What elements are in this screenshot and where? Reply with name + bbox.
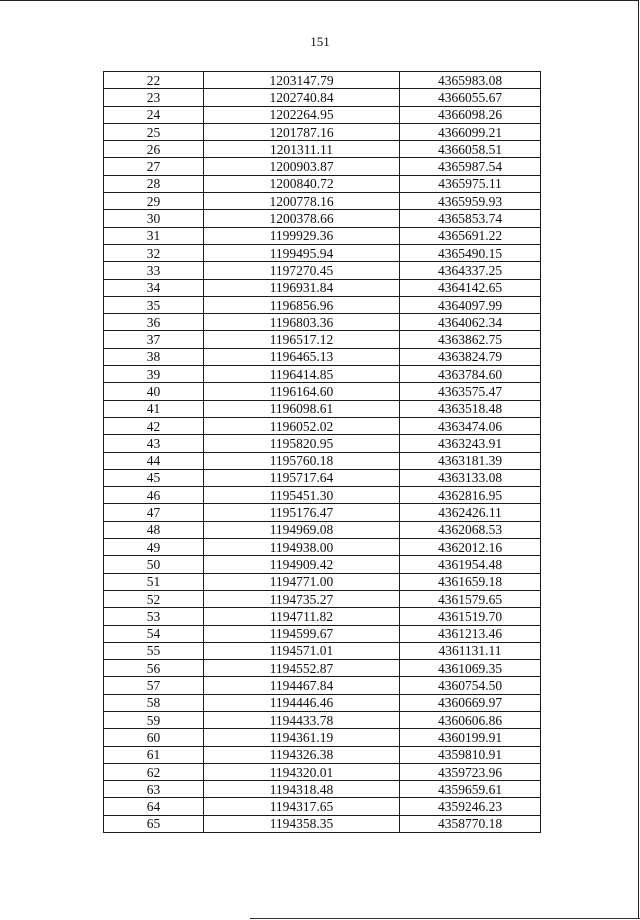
point-number-cell: 40 [104,383,204,400]
x-coordinate-cell: 1194361.19 [204,729,400,746]
point-number-cell: 51 [104,573,204,590]
x-coordinate-cell: 1194771.00 [204,573,400,590]
table-row [104,590,541,607]
x-coordinate-cell: 1196803.36 [204,314,400,331]
x-coordinate-cell: 1195176.47 [204,504,400,521]
coordinates-table [103,71,541,833]
table-row [104,729,541,746]
y-coordinate-cell: 4364142.65 [400,279,541,296]
point-number-cell: 28 [104,175,204,192]
x-coordinate-cell: 1194467.84 [204,677,400,694]
point-number-cell: 47 [104,504,204,521]
table-row [104,244,541,261]
x-coordinate-cell: 1197270.45 [204,262,400,279]
y-coordinate-cell: 4360606.86 [400,711,541,728]
table-row [104,89,541,106]
point-number-cell: 29 [104,193,204,210]
x-coordinate-cell: 1196856.96 [204,296,400,313]
point-number-cell: 36 [104,314,204,331]
x-coordinate-cell: 1194735.27 [204,590,400,607]
table-row [104,452,541,469]
table-row [104,781,541,798]
table-row [104,141,541,158]
point-number-cell: 48 [104,521,204,538]
table-row [104,521,541,538]
point-number-cell: 31 [104,227,204,244]
point-number-cell: 22 [104,72,204,89]
y-coordinate-cell: 4365853.74 [400,210,541,227]
y-coordinate-cell: 4366055.67 [400,89,541,106]
y-coordinate-cell: 4363133.08 [400,469,541,486]
table-row [104,625,541,642]
x-coordinate-cell: 1194317.65 [204,798,400,815]
y-coordinate-cell: 4359810.91 [400,746,541,763]
y-coordinate-cell: 4366098.26 [400,106,541,123]
x-coordinate-cell: 1196098.61 [204,400,400,417]
y-coordinate-cell: 4364337.25 [400,262,541,279]
y-coordinate-cell: 4363243.91 [400,435,541,452]
y-coordinate-cell: 4361519.70 [400,608,541,625]
y-coordinate-cell: 4361069.35 [400,660,541,677]
y-coordinate-cell: 4359659.61 [400,781,541,798]
table-row [104,573,541,590]
x-coordinate-cell: 1200903.87 [204,158,400,175]
table-row [104,746,541,763]
table-row [104,366,541,383]
point-number-cell: 32 [104,244,204,261]
y-coordinate-cell: 4362012.16 [400,539,541,556]
point-number-cell: 52 [104,590,204,607]
y-coordinate-cell: 4359723.96 [400,763,541,780]
table-row [104,798,541,815]
y-coordinate-cell: 4366099.21 [400,123,541,140]
x-coordinate-cell: 1194552.87 [204,660,400,677]
y-coordinate-cell: 4363784.60 [400,366,541,383]
x-coordinate-cell: 1202264.95 [204,106,400,123]
x-coordinate-cell: 1194969.08 [204,521,400,538]
table-row [104,193,541,210]
y-coordinate-cell: 4363824.79 [400,348,541,365]
point-number-cell: 25 [104,123,204,140]
table-row [104,210,541,227]
y-coordinate-cell: 4363181.39 [400,452,541,469]
table-row [104,539,541,556]
x-coordinate-cell: 1196465.13 [204,348,400,365]
table-row [104,469,541,486]
y-coordinate-cell: 4358770.18 [400,815,541,832]
y-coordinate-cell: 4362068.53 [400,521,541,538]
point-number-cell: 42 [104,417,204,434]
y-coordinate-cell: 4361213.46 [400,625,541,642]
y-coordinate-cell: 4363575.47 [400,383,541,400]
y-coordinate-cell: 4359246.23 [400,798,541,815]
table-row [104,383,541,400]
table-row [104,677,541,694]
point-number-cell: 55 [104,642,204,659]
point-number-cell: 43 [104,435,204,452]
table-row [104,435,541,452]
point-number-cell: 33 [104,262,204,279]
x-coordinate-cell: 1194909.42 [204,556,400,573]
table-row [104,158,541,175]
x-coordinate-cell: 1200778.16 [204,193,400,210]
y-coordinate-cell: 4365959.93 [400,193,541,210]
table-row [104,227,541,244]
y-coordinate-cell: 4361954.48 [400,556,541,573]
point-number-cell: 50 [104,556,204,573]
table-row [104,660,541,677]
table-row [104,694,541,711]
x-coordinate-cell: 1194446.46 [204,694,400,711]
point-number-cell: 37 [104,331,204,348]
table-row [104,400,541,417]
y-coordinate-cell: 4363518.48 [400,400,541,417]
point-number-cell: 62 [104,763,204,780]
point-number-cell: 45 [104,469,204,486]
point-number-cell: 65 [104,815,204,832]
point-number-cell: 23 [104,89,204,106]
point-number-cell: 41 [104,400,204,417]
x-coordinate-cell: 1194318.48 [204,781,400,798]
y-coordinate-cell: 4365490.15 [400,244,541,261]
x-coordinate-cell: 1202740.84 [204,89,400,106]
point-number-cell: 30 [104,210,204,227]
point-number-cell: 60 [104,729,204,746]
x-coordinate-cell: 1203147.79 [204,72,400,89]
y-coordinate-cell: 4365983.08 [400,72,541,89]
x-coordinate-cell: 1199495.94 [204,244,400,261]
table-row [104,106,541,123]
point-number-cell: 53 [104,608,204,625]
point-number-cell: 38 [104,348,204,365]
table-row [104,642,541,659]
y-coordinate-cell: 4364097.99 [400,296,541,313]
x-coordinate-cell: 1195820.95 [204,435,400,452]
table-row [104,72,541,89]
point-number-cell: 54 [104,625,204,642]
table-row [104,556,541,573]
y-coordinate-cell: 4365987.54 [400,158,541,175]
table-row [104,262,541,279]
y-coordinate-cell: 4362426.11 [400,504,541,521]
x-coordinate-cell: 1194320.01 [204,763,400,780]
point-number-cell: 58 [104,694,204,711]
y-coordinate-cell: 4364062.34 [400,314,541,331]
point-number-cell: 24 [104,106,204,123]
table-row [104,763,541,780]
table-row [104,608,541,625]
table-row [104,279,541,296]
table-row [104,123,541,140]
table-row [104,504,541,521]
y-coordinate-cell: 4365691.22 [400,227,541,244]
table-row [104,348,541,365]
x-coordinate-cell: 1200840.72 [204,175,400,192]
point-number-cell: 61 [104,746,204,763]
table-row [104,487,541,504]
x-coordinate-cell: 1196517.12 [204,331,400,348]
point-number-cell: 46 [104,487,204,504]
x-coordinate-cell: 1196052.02 [204,417,400,434]
y-coordinate-cell: 4363474.06 [400,417,541,434]
bottom-rule [250,918,640,919]
page-number: 151 [310,34,330,49]
table-row [104,175,541,192]
x-coordinate-cell: 1195451.30 [204,487,400,504]
x-coordinate-cell: 1194358.35 [204,815,400,832]
coordinates-table-body [104,72,541,833]
y-coordinate-cell: 4361659.18 [400,573,541,590]
table-row [104,296,541,313]
x-coordinate-cell: 1200378.66 [204,210,400,227]
table-row [104,417,541,434]
point-number-cell: 44 [104,452,204,469]
point-number-cell: 26 [104,141,204,158]
x-coordinate-cell: 1199929.36 [204,227,400,244]
point-number-cell: 27 [104,158,204,175]
x-coordinate-cell: 1195717.64 [204,469,400,486]
point-number-cell: 39 [104,366,204,383]
x-coordinate-cell: 1194571.01 [204,642,400,659]
y-coordinate-cell: 4363862.75 [400,331,541,348]
x-coordinate-cell: 1196931.84 [204,279,400,296]
y-coordinate-cell: 4360669.97 [400,694,541,711]
y-coordinate-cell: 4361579.65 [400,590,541,607]
x-coordinate-cell: 1201787.16 [204,123,400,140]
table-row [104,314,541,331]
x-coordinate-cell: 1201311.11 [204,141,400,158]
x-coordinate-cell: 1194599.67 [204,625,400,642]
y-coordinate-cell: 4362816.95 [400,487,541,504]
y-coordinate-cell: 4361131.11 [400,642,541,659]
y-coordinate-cell: 4360754.50 [400,677,541,694]
x-coordinate-cell: 1194711.82 [204,608,400,625]
point-number-cell: 64 [104,798,204,815]
table-row [104,711,541,728]
x-coordinate-cell: 1195760.18 [204,452,400,469]
table-row [104,815,541,832]
x-coordinate-cell: 1194938.00 [204,539,400,556]
point-number-cell: 57 [104,677,204,694]
x-coordinate-cell: 1194433.78 [204,711,400,728]
point-number-cell: 63 [104,781,204,798]
point-number-cell: 35 [104,296,204,313]
x-coordinate-cell: 1196164.60 [204,383,400,400]
point-number-cell: 34 [104,279,204,296]
x-coordinate-cell: 1196414.85 [204,366,400,383]
point-number-cell: 56 [104,660,204,677]
x-coordinate-cell: 1194326.38 [204,746,400,763]
point-number-cell: 59 [104,711,204,728]
point-number-cell: 49 [104,539,204,556]
y-coordinate-cell: 4366058.51 [400,141,541,158]
y-coordinate-cell: 4360199.91 [400,729,541,746]
table-row [104,331,541,348]
y-coordinate-cell: 4365975.11 [400,175,541,192]
